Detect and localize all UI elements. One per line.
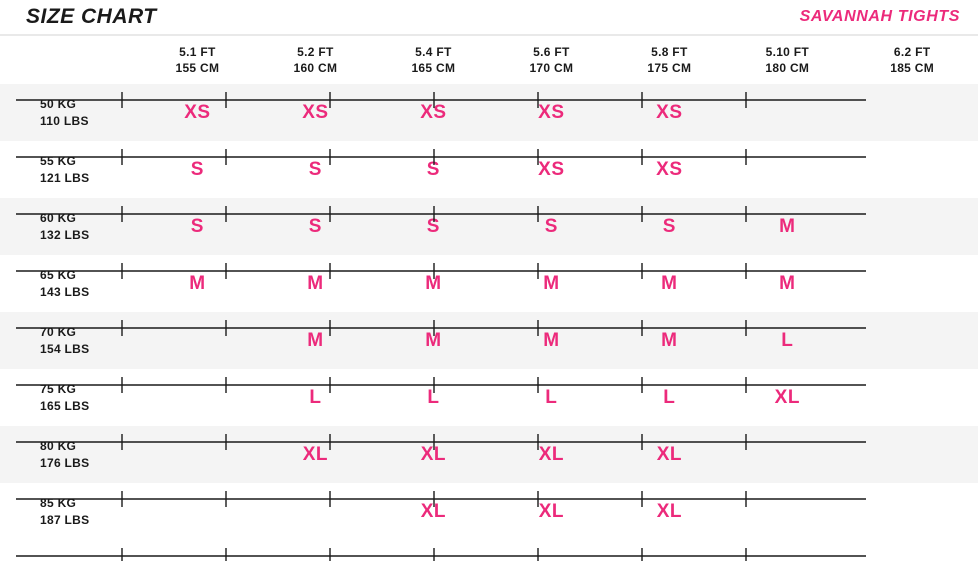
size-cell: M xyxy=(374,255,492,312)
size-cell: S xyxy=(138,198,256,255)
size-cell xyxy=(846,312,978,369)
size-cell xyxy=(138,426,256,483)
table-row xyxy=(0,84,978,141)
size-cell: XS xyxy=(492,141,610,198)
size-cell: M xyxy=(256,312,374,369)
column-header-feet: 5.4 FT xyxy=(415,44,452,59)
size-cell xyxy=(846,255,978,312)
size-cell xyxy=(138,312,256,369)
size-cell: S xyxy=(138,141,256,198)
size-cell: XL xyxy=(492,483,610,540)
size-cell xyxy=(728,483,846,540)
column-header-feet: 5.8 FT xyxy=(651,44,688,59)
size-cell xyxy=(846,483,978,540)
header-row xyxy=(0,36,978,84)
size-cell: XS xyxy=(374,84,492,141)
size-cell: M xyxy=(610,312,728,369)
size-cell: M xyxy=(256,255,374,312)
size-cell: S xyxy=(610,198,728,255)
size-cell: XL xyxy=(374,426,492,483)
size-cell: M xyxy=(374,312,492,369)
row-label-lbs: 121 LBS xyxy=(40,170,90,185)
row-label xyxy=(0,198,138,255)
column-header-cm: 165 CM xyxy=(411,61,456,75)
size-cell: S xyxy=(256,141,374,198)
row-label-kg: 55 KG xyxy=(40,153,77,168)
page-title: SIZE CHART xyxy=(26,5,157,28)
row-label xyxy=(0,255,138,312)
row-label-kg: 50 KG xyxy=(40,96,77,111)
size-cell xyxy=(138,483,256,540)
size-cell: XL xyxy=(492,426,610,483)
size-cell xyxy=(846,198,978,255)
row-label-kg: 80 KG xyxy=(40,438,77,453)
size-cell: S xyxy=(256,198,374,255)
column-header xyxy=(728,36,846,84)
column-header xyxy=(138,36,256,84)
size-cell xyxy=(846,141,978,198)
size-cell xyxy=(728,426,846,483)
row-label xyxy=(0,141,138,198)
row-label-lbs: 165 LBS xyxy=(40,398,90,413)
size-cell: XS xyxy=(138,84,256,141)
column-header-cm: 160 CM xyxy=(293,61,338,75)
size-cell: XL xyxy=(728,369,846,426)
size-cell: XS xyxy=(610,141,728,198)
row-label-kg: 70 KG xyxy=(40,324,77,339)
row-label xyxy=(0,312,138,369)
size-cell xyxy=(846,369,978,426)
row-label-lbs: 176 LBS xyxy=(40,455,90,470)
size-cell: XL xyxy=(256,426,374,483)
column-header-feet: 6.2 FT xyxy=(893,44,931,59)
size-cell: M xyxy=(492,255,610,312)
size-cell: L xyxy=(610,369,728,426)
size-cell: S xyxy=(374,141,492,198)
column-header xyxy=(374,36,492,84)
column-header-feet: 5.2 FT xyxy=(297,44,334,59)
size-cell: M xyxy=(492,312,610,369)
size-cell: M xyxy=(728,198,846,255)
row-label xyxy=(0,369,138,426)
size-cell: XS xyxy=(256,84,374,141)
size-cell: L xyxy=(256,369,374,426)
size-cell: S xyxy=(374,198,492,255)
size-cell xyxy=(256,483,374,540)
column-header xyxy=(846,36,978,84)
column-header-feet: 5.1 FT xyxy=(179,44,216,59)
row-label-kg: 85 KG xyxy=(40,495,77,510)
table-row xyxy=(0,312,978,369)
column-header-cm: 170 CM xyxy=(529,61,574,75)
size-cell: XL xyxy=(374,483,492,540)
column-header-cm: 185 CM xyxy=(890,61,935,75)
size-cell xyxy=(138,369,256,426)
size-cell: L xyxy=(492,369,610,426)
column-header-feet: 5.10 FT xyxy=(765,44,810,59)
row-label-lbs: 187 LBS xyxy=(40,512,90,527)
size-cell xyxy=(846,84,978,141)
size-cell: M xyxy=(728,255,846,312)
row-label-lbs: 110 LBS xyxy=(40,113,89,128)
row-label xyxy=(0,426,138,483)
column-header-cm: 175 CM xyxy=(647,61,692,75)
table-corner-cell xyxy=(0,36,138,84)
column-header-feet: 5.6 FT xyxy=(533,44,570,59)
product-name: SAVANNAH TIGHTS xyxy=(799,8,960,25)
table-row xyxy=(0,255,978,312)
column-header xyxy=(610,36,728,84)
table-row xyxy=(0,426,978,483)
column-header xyxy=(256,36,374,84)
size-chart-table xyxy=(0,36,978,540)
size-cell: M xyxy=(610,255,728,312)
size-cell: XS xyxy=(610,84,728,141)
row-label-kg: 65 KG xyxy=(40,267,77,282)
size-cell: M xyxy=(138,255,256,312)
row-label-lbs: 143 LBS xyxy=(40,284,90,299)
table-row xyxy=(0,369,978,426)
column-header xyxy=(492,36,610,84)
size-cell: L xyxy=(374,369,492,426)
size-cell: XL xyxy=(610,483,728,540)
row-label xyxy=(0,84,138,141)
table-row xyxy=(0,141,978,198)
row-label-lbs: 154 LBS xyxy=(40,341,90,356)
column-header-cm: 180 CM xyxy=(765,61,810,75)
size-cell xyxy=(728,141,846,198)
table-body xyxy=(0,84,978,540)
size-cell xyxy=(846,426,978,483)
column-header-cm: 155 CM xyxy=(175,61,220,75)
size-cell xyxy=(728,84,846,141)
row-label-kg: 60 KG xyxy=(40,210,77,225)
chart-header xyxy=(0,0,978,34)
row-label-kg: 75 KG xyxy=(40,381,77,396)
table-head xyxy=(0,36,978,84)
size-cell: L xyxy=(728,312,846,369)
size-cell: S xyxy=(492,198,610,255)
row-label-lbs: 132 LBS xyxy=(40,227,90,242)
size-cell: XS xyxy=(492,84,610,141)
row-label xyxy=(0,483,138,540)
table-row xyxy=(0,483,978,540)
table-row xyxy=(0,198,978,255)
size-cell: XL xyxy=(610,426,728,483)
